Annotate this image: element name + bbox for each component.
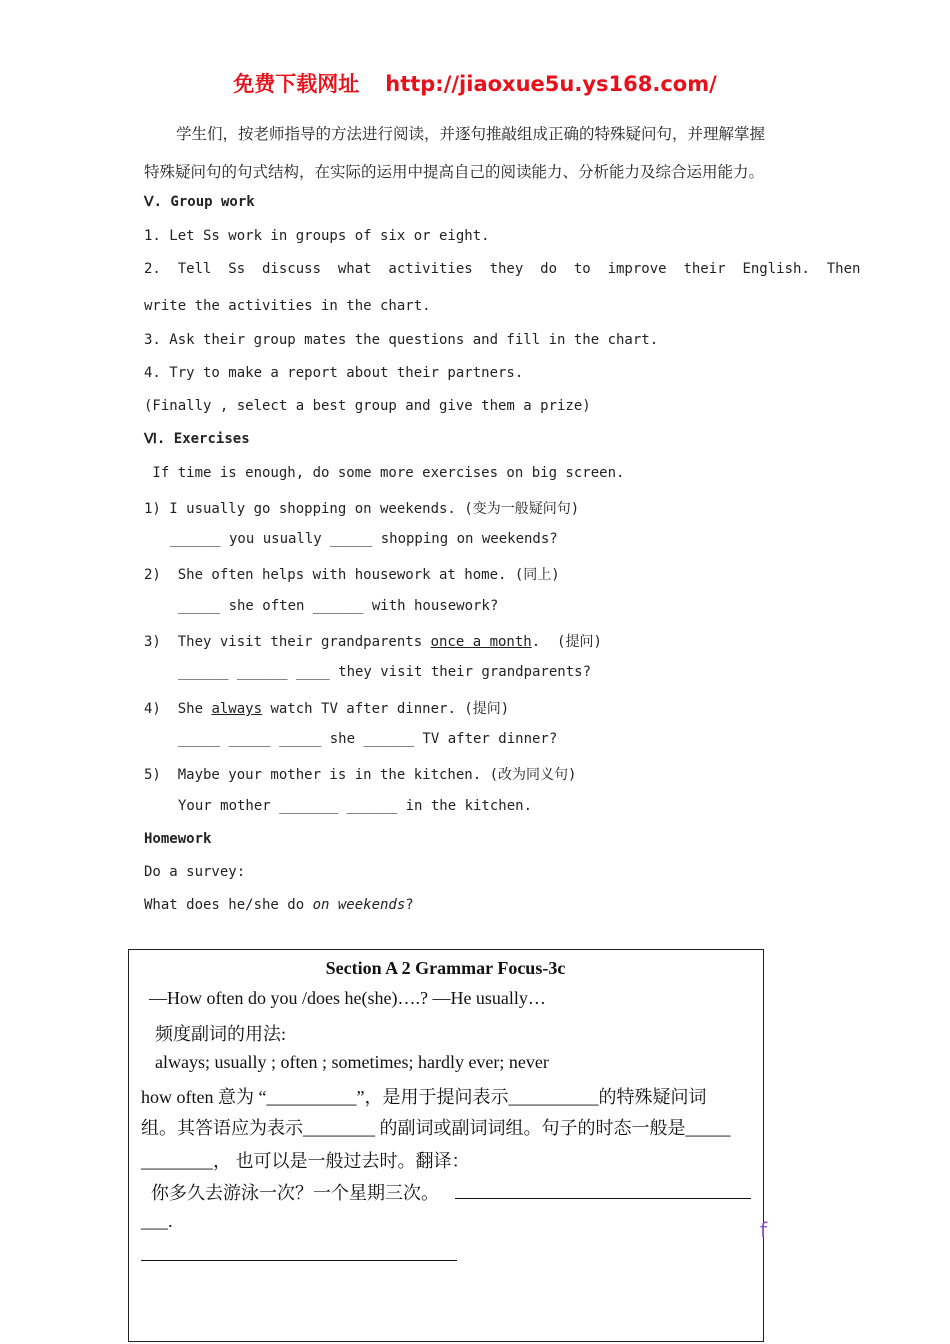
exercise-4-question [144,698,509,718]
exercise-4-underlined: always [211,701,263,717]
homework-question [144,897,414,913]
group-work-step-4: 4. Try to make a report about their partners. [144,365,524,381]
translation-prompt: 你多久去游泳一次？一个星期三次。 [151,1183,439,1203]
exercises-intro: If time is enough, do some more exercises on big screen. [144,465,625,481]
download-label: 免费下载网址 [233,72,360,96]
exercise-5-answer: Your mother _______ ______ in the kitchen. [178,798,533,814]
homework-question-italic: on weekends [312,897,406,913]
homework-question-text: What does he/she do [144,897,313,913]
homework-survey: Do a survey: [144,864,246,880]
exercise-3-question [144,631,602,651]
translation-answer-line [455,1198,751,1199]
homework-question-mark: ? [405,897,414,913]
exercise-1-question: 1) I usually go shopping on weekends. (变为一般疑问句) [144,501,580,517]
exercise-3-underlined: once a month [430,634,532,650]
group-work-step-3: 3. Ask their group mates the questions and fill in the chart. [144,332,659,348]
intro-line-1: 学生们，按老师指导的方法进行阅读，并逐句推敲组成正确的特殊疑问句，并理解掌握 [176,125,766,143]
homework-title: Homework [144,831,212,847]
fill-in-line-3: ________， 也可以是一般过去时。翻译： [141,1151,470,1171]
exercise-4-instruction: watch TV after dinner. (提问) [262,701,510,717]
section-group-work-title: Ⅴ. Group work [144,194,255,210]
adverb-list: always; usually ; often ; sometimes; hardly ever; never [155,1052,549,1072]
usage-label: 频度副词的用法: [155,1024,287,1044]
grammar-dialog: —How often do you /does he(she)….? —He usually… [149,988,546,1008]
exercise-4-answer: _____ _____ _____ she ______ TV after dinner? [178,731,558,747]
exercise-3-answer: ______ ______ ____ they visit their grandparents? [178,664,592,680]
download-url-link[interactable]: http://jiaoxue5u.ys168.com/ [385,72,717,96]
exercise-3-text: 3) They visit their grandparents [144,634,431,650]
group-work-step-2: 2. Tell Ss discuss what activities they do to improve their English. Then [144,261,861,277]
exercise-1-answer: ______ you usually _____ shopping on weekends? [170,531,558,547]
group-work-step-2-cont: write the activities in the chart. [144,298,431,314]
group-work-finally: (Finally , select a best group and give them a prize) [144,398,591,414]
exercise-4-text: 4) She [144,701,212,717]
exercise-2-answer: _____ she often ______ with housework? [178,598,499,614]
exercise-2-question: 2) She often helps with housework at home. (同上) [144,567,560,583]
exercise-3-instruction: . (提问) [531,634,602,650]
extra-answer-line [141,1260,457,1261]
grammar-focus-box [128,949,764,1342]
grammar-box-title: Section A 2 Grammar Focus-3c [325,958,566,978]
intro-line-2: 特殊疑问句的句式结构，在实际的运用中提高自己的阅读能力、分析能力及综合运用能力。 [144,163,765,181]
stray-mark: f [760,1218,768,1242]
exercise-5-question: 5) Maybe your mother is in the kitchen. (改为同义句) [144,767,577,783]
fill-in-line-2: 组。其答语应为表示________ 的副词或副词词组。句子的时态一般是_____ [141,1118,731,1138]
download-header [0,68,950,98]
group-work-step-1: 1. Let Ss work in groups of six or eight. [144,228,490,244]
section-exercises-title: Ⅵ. Exercises [144,431,250,447]
fill-in-line-1: how often 意为 “__________”，是用于提问表示__________的特殊疑问词 [141,1087,707,1107]
translation-answer-tail: ___. [141,1211,173,1231]
